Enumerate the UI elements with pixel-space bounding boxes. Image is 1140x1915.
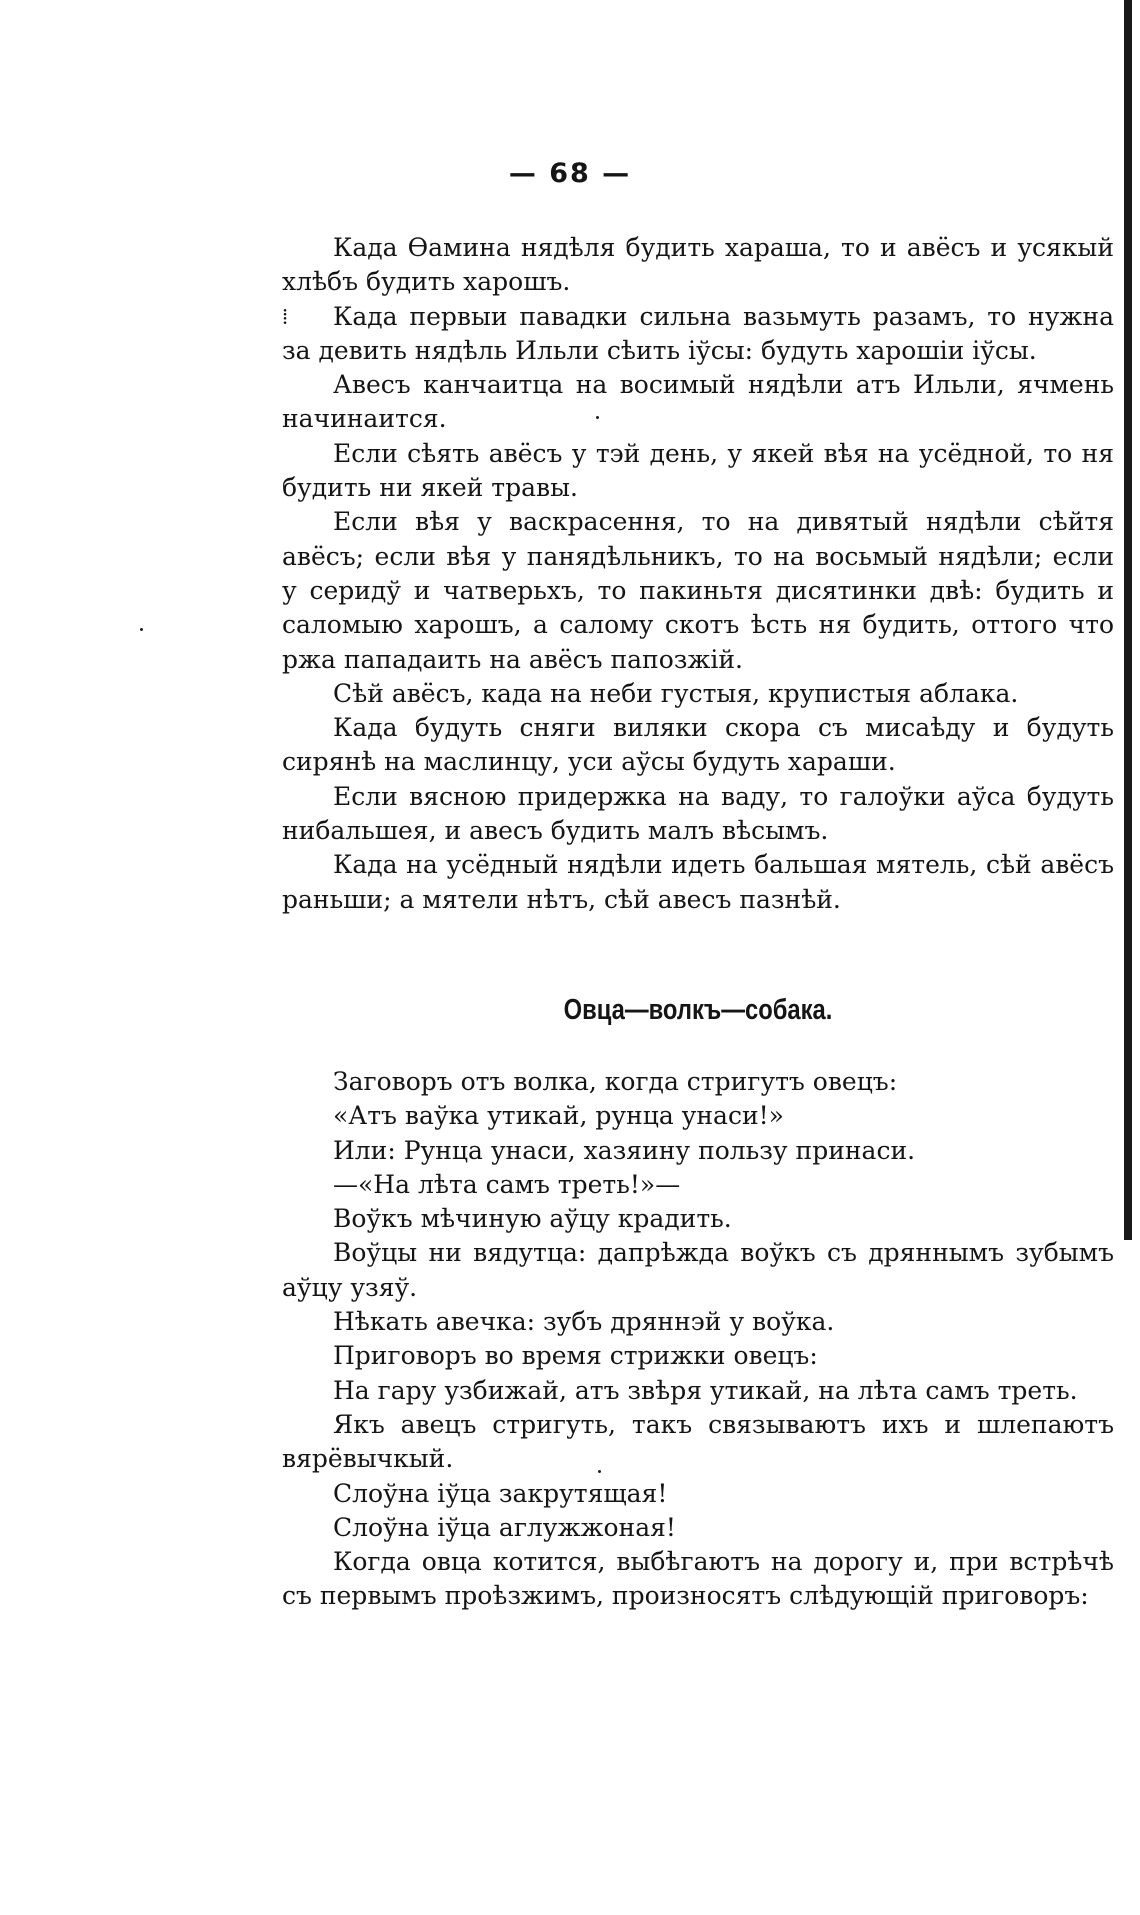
paragraph: Када Ѳамина нядѣля будить хараша, то и авёсъ и усякый хлѣбъ будить харошъ. [282, 233, 1114, 297]
paragraph: «Атъ ваўка утикай, рунца унаси!» [333, 1101, 784, 1131]
paragraph: Нѣкать авечка: зубъ дряннэй у воўка. [333, 1307, 835, 1337]
margin-mark: ⁞ [282, 305, 289, 330]
paragraph: Воўцы ни вядутца: дапрѣжда воўкъ съ дряннымъ зубымъ аўцу узяў. [282, 1238, 1114, 1302]
print-speck [596, 416, 599, 419]
print-speck [140, 628, 143, 631]
section-heading: Овца—волкъ—собака. [563, 994, 833, 1026]
paragraph: Када первыи павадки сильна вазьмуть разамъ, то нужна за девить нядѣль Ильли сѣить іўсы: будуть харошіи іўсы. [282, 301, 1114, 365]
paragraph: Приговоръ во время стрижки овецъ: [333, 1341, 818, 1371]
paragraph: Когда овца котится, выбѣгаютъ на дорогу и, при встрѣчѣ съ первымъ проѣзжимъ, произносятъ слѣдующій приговоръ: [282, 1547, 1114, 1611]
paragraph: Воўкъ мѣчиную аўцу крадить. [333, 1204, 732, 1234]
paragraph: Када будуть сняги виляки скора съ мисаѣду и будуть сирянѣ на маслинцу, уси аўсы будуть хараши. [282, 713, 1114, 777]
paragraph: Слоўна іўца аглужжоная! [333, 1512, 676, 1542]
paragraph: Слоўна іўца закрутящая! [333, 1478, 668, 1508]
paragraph: Авесъ канчаитца на восимый нядѣли атъ Ильли, ячмень начинаится. [282, 370, 1114, 434]
print-speck [598, 1470, 601, 1473]
paragraph: Если сѣять авёсъ у тэй день, у якей вѣя на усёдной, то ня будить ни якей травы. [282, 438, 1114, 503]
page-number: — 68 — [508, 158, 632, 189]
section-sheep-wolf-dog [282, 1065, 1114, 1614]
paragraph: Якъ авецъ стригуть, такъ связываютъ ихъ и шлепаютъ вярёвычкый. [282, 1409, 1114, 1474]
paragraph: Если вясною придержка на ваду, то галоўки аўса будуть нибальшея, и авесъ будить малъ вѣсымъ. [282, 781, 1114, 846]
section-oats [282, 231, 1114, 917]
paragraph: Если вѣя у васкрасення, то на дивятый нядѣли сѣйтя авёсъ; если вѣя у панядѣльникъ, то на восьмый нядѣли; если у серидў и чатверьхъ, то пакиньтя дисятинки двѣ: будить и саломыю харошъ, а салому скотъ ѣсть ня будить, оттого что ржа пападаить на авёсъ папозжій. [282, 507, 1114, 674]
paragraph: Или: Рунца унаси, хазяину пользу принаси. [333, 1135, 916, 1165]
paragraph: Када на усёдный нядѣли идеть бальшая мятель, сѣй авёсъ раньши; а мятели нѣтъ, сѣй авесъ пазнѣй. [282, 850, 1114, 914]
paragraph: Сѣй авёсъ, када на неби густыя, крупистыя аблака. [333, 678, 1019, 708]
paragraph: На гару узбижай, атъ звѣря утикай, на лѣта самъ треть. [333, 1375, 1078, 1405]
paragraph: —«На лѣта самъ треть!»— [333, 1169, 681, 1199]
paragraph: Заговоръ отъ волка, когда стригутъ овецъ: [333, 1067, 898, 1096]
